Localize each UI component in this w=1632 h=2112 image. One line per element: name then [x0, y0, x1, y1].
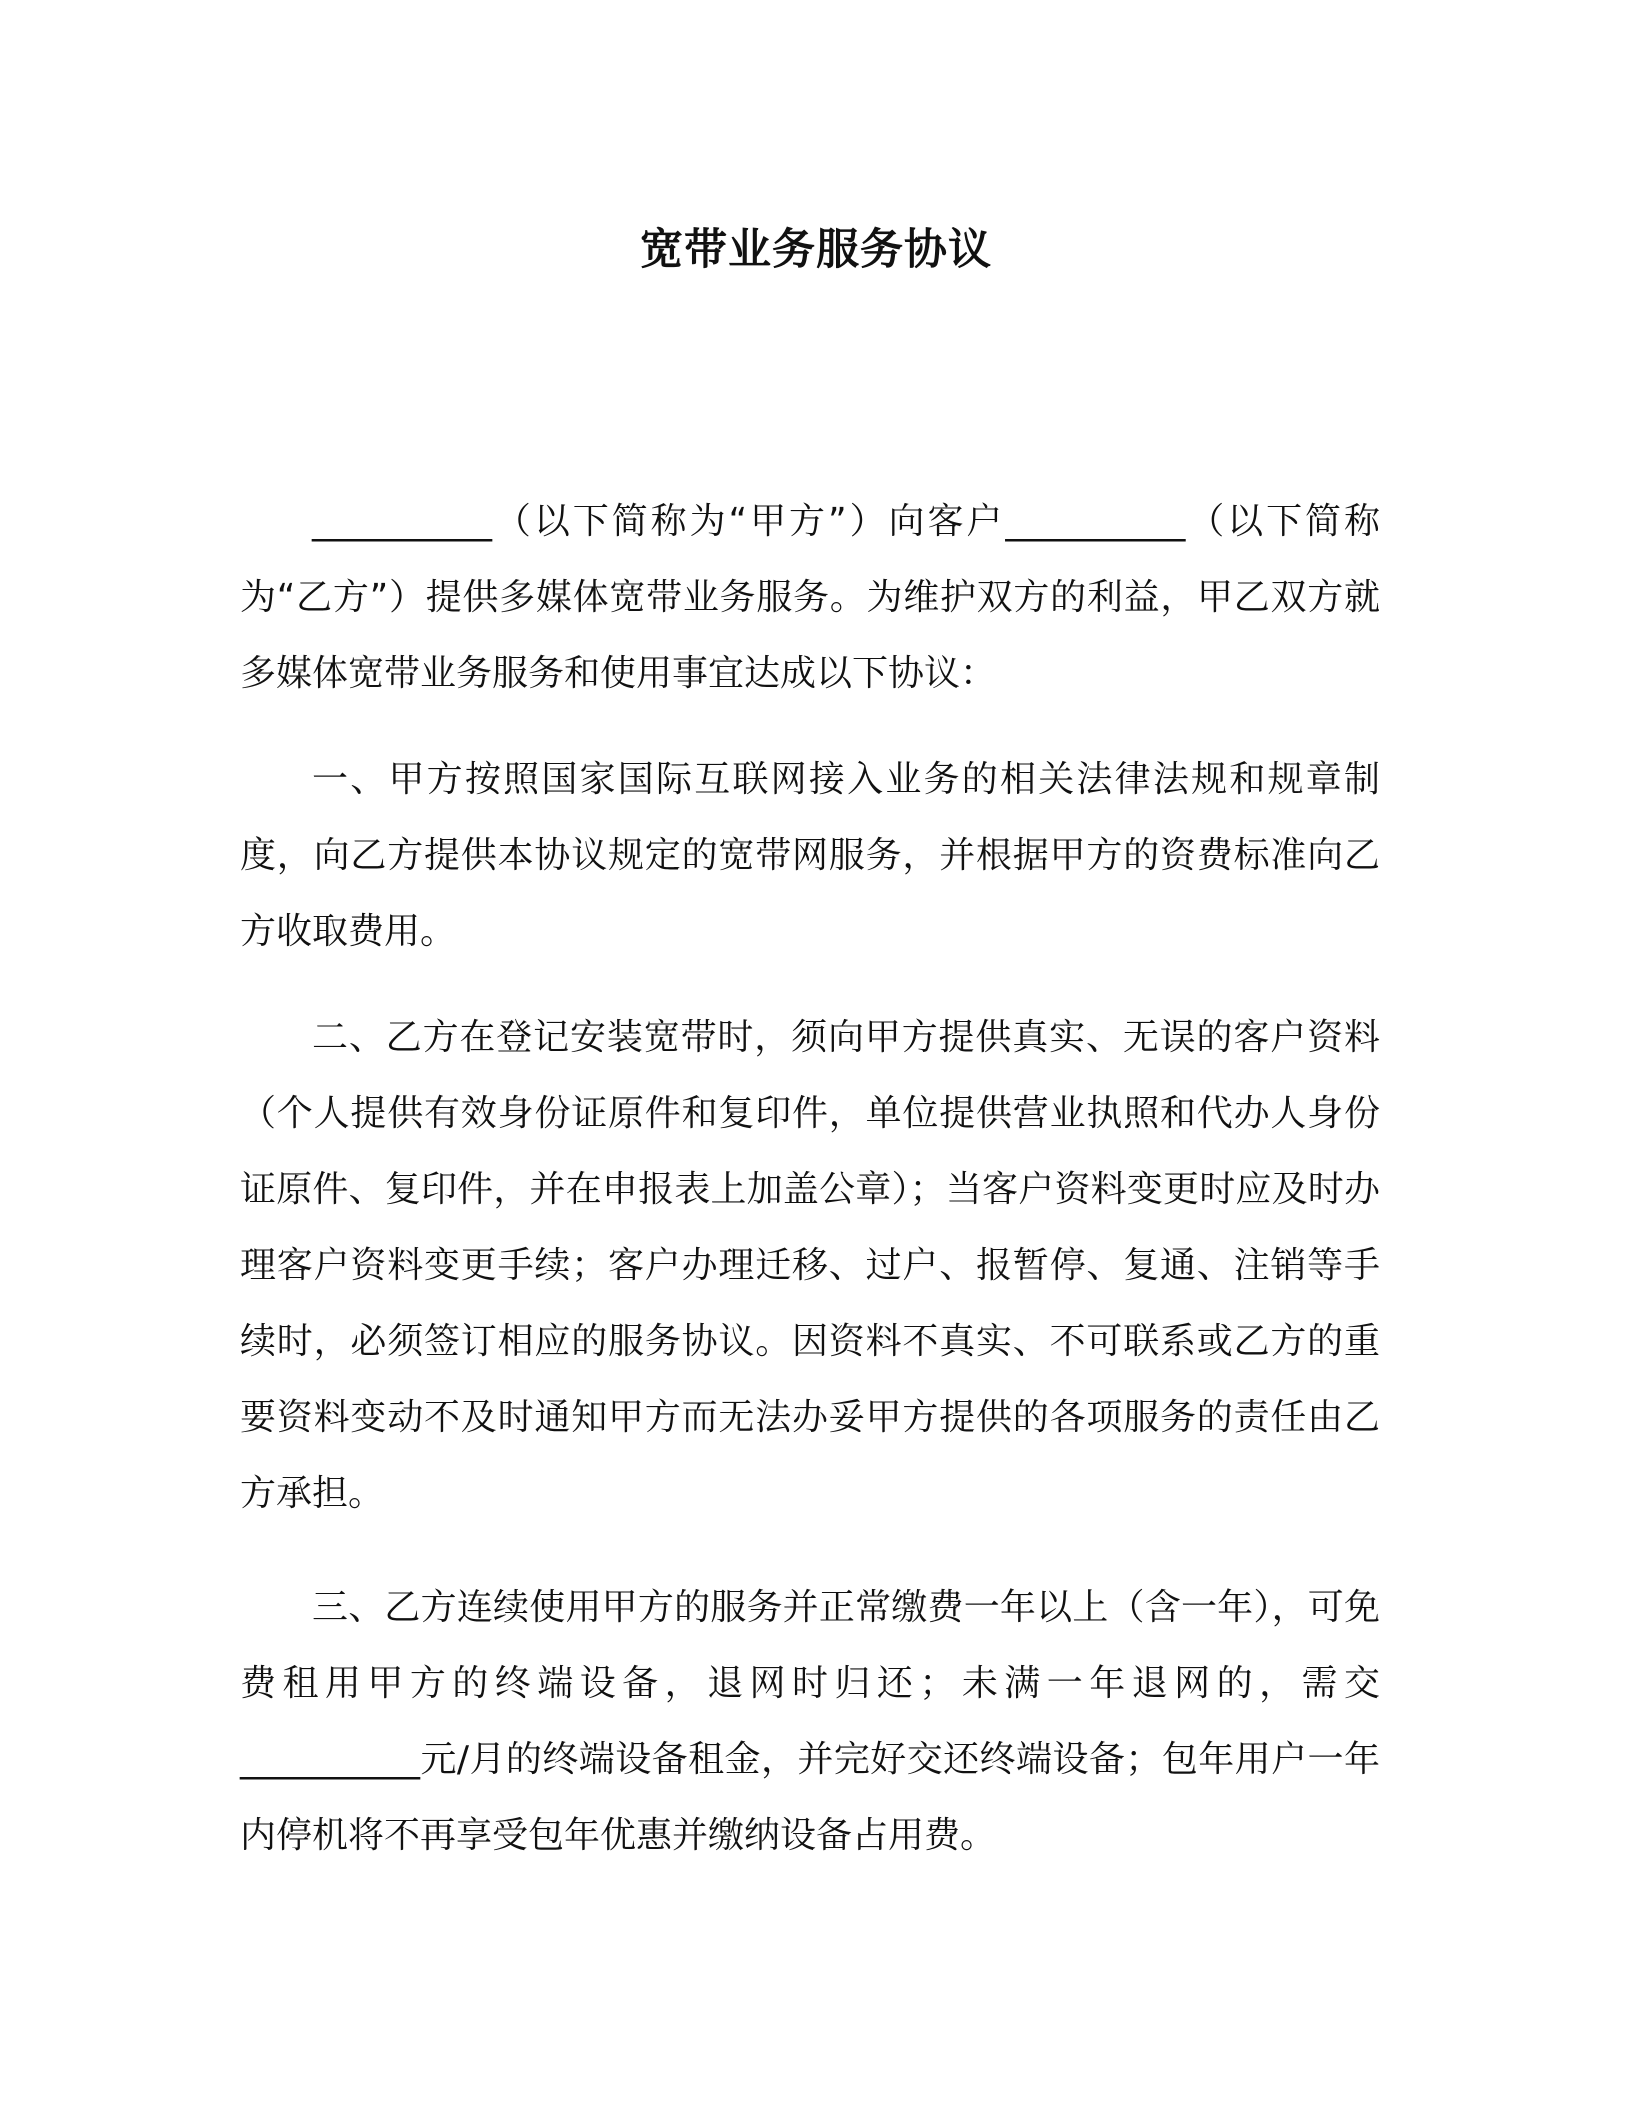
clause-1-paragraph: 一、甲方按照国家国际互联网接入业务的相关法律法规和规章制度，向乙方提供本协议规定的宽带网服务，并根据甲方的资费标准向乙方收取费用。: [240, 759, 1380, 952]
document-title: 宽带业务服务协议: [640, 225, 992, 275]
clause-3-paragraph: 三、乙方连续使用甲方的服务并正常缴费一年以上（含一年），可免费租用甲方的终端设备，退网时归还；未满一年退网的，需交__________元/月的终端设备租金，并完好交还终端设备；包年用户一年内停机将不再享受包年优惠并缴纳设备占用费。: [240, 1587, 1380, 1856]
clause-2-paragraph: 二、乙方在登记安装宽带时，须向甲方提供真实、无误的客户资料（个人提供有效身份证原件和复印件，单位提供营业执照和代办人身份证原件、复印件，并在申报表上加盖公章）；当客户资料变更时应及时办理客户资料变更手续；客户办理迁移、过户、报暂停、复通、注销等手续时，必须签订相应的服务协议。因资料不真实、不可联系或乙方的重要资料变动不及时通知甲方而无法办妥甲方提供的各项服务的责任由乙方承担。: [240, 1017, 1380, 1514]
preamble-paragraph: __________（以下简称为“甲方”）向客户__________（以下简称为“乙方”）提供多媒体宽带业务服务。为维护双方的利益，甲乙双方就多媒体宽带业务服务和使用事宜达成以下协议：: [240, 501, 1380, 694]
